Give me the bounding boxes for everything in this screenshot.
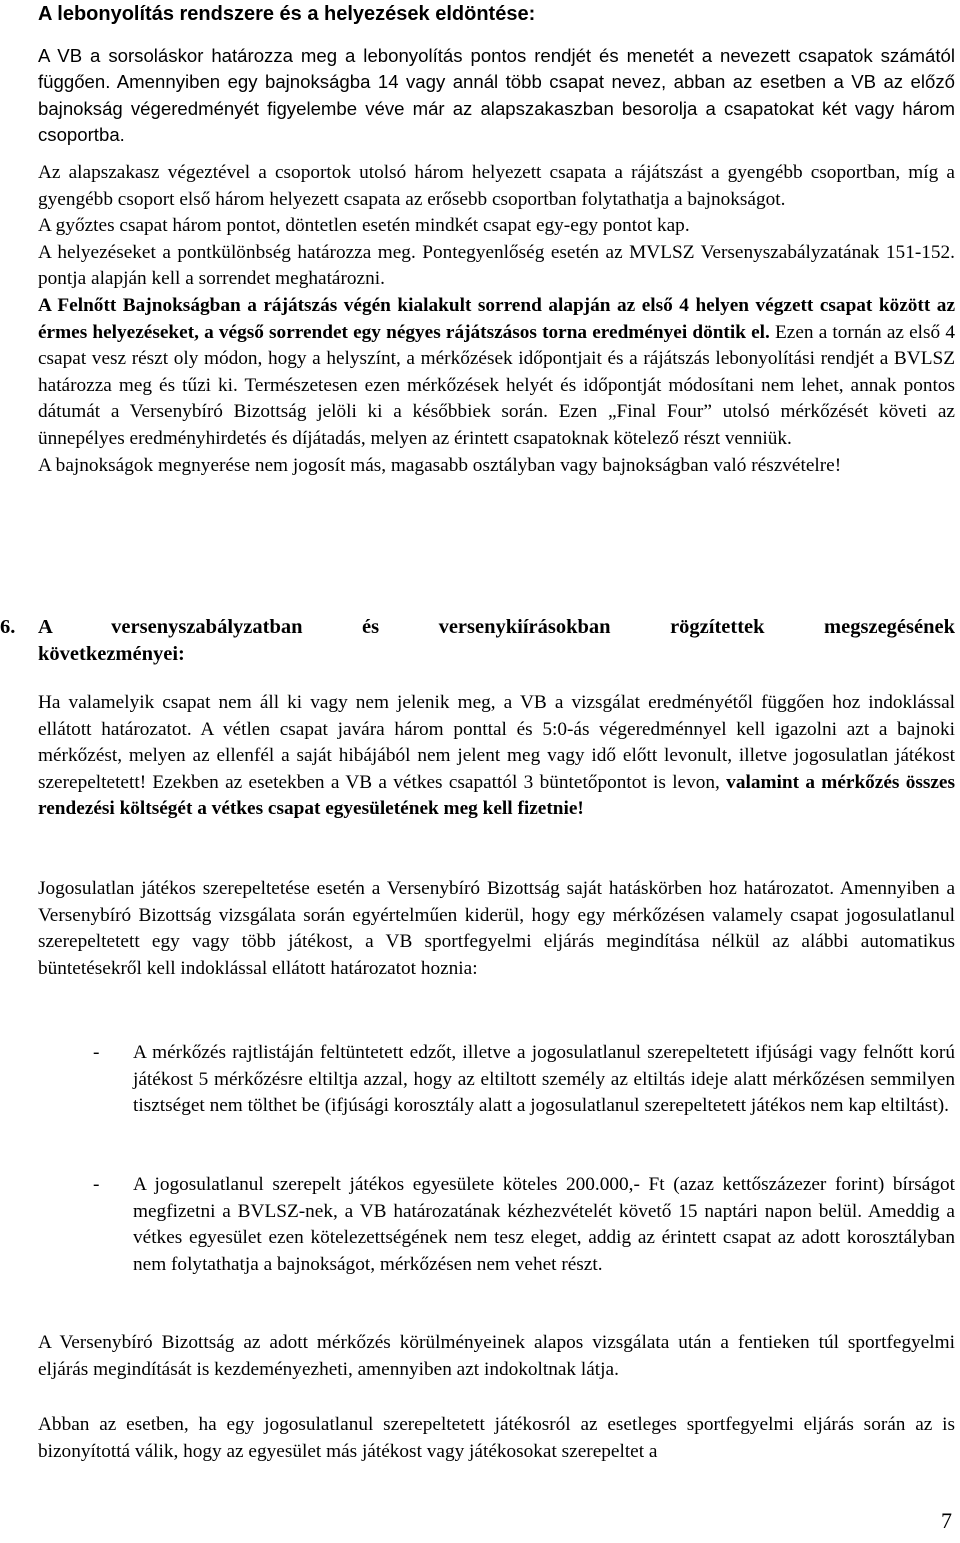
list-bullet: - xyxy=(93,1042,100,1063)
list-item-suspension: A mérkőzés rajtlistáján feltüntetett edzőt, illetve a jogosulatlanul szerepeltetett ifjúsági vagy felnőtt korú játékost 5 mérkőzésre eltiltja azzal, hogy az eltiltott személy az eltiltás ideje alatt mérkőzésen semmilyen tisztséget nem tölthet be (ifjúsági korosztály alatt a jogosulatlanul szerepeltetett játékos nem kap eltiltást). xyxy=(133,1042,955,1117)
list-item-fine: A jogosulatlanul szerepelt játékos egyesülete köteles 200.000,- Ft (azaz kettőszázezer forint) bírságot megfizetni a BVLSZ-nek, a VB határozatának kézhezvételét követő 15 naptári napon belül. Ameddig a vétkes egyesület ezen kötelezettségének nem tesz eleget, addig az érintett csapat az adott korosztályban nem folytathatja a bajnokságot, mérkőzésen nem vehet részt. xyxy=(133,1174,955,1275)
paragraph-no-show xyxy=(38,690,955,823)
no-show-plain-text: Ha valamelyik csapat nem áll ki vagy nem jelenik meg, a VB a vizsgálat eredményétől függően hoz indoklással ellátott határozatot. A vétlen csapat javára három ponttal és 5:0-ás végeredménnyel kell igazolni azt a bajnoki mérkőzést, melyen az ellenfél a saját hibájából nem jelent meg vagy idő előtt levonult, illetve jogosulatlan játékost szerepeltetett! Ezekben az esetekben a VB a vétkes csapattól 3 büntetőpontot is levon, xyxy=(38,692,955,793)
section-6-title-line2: következményei: xyxy=(38,643,185,665)
further-case-text: Abban az esetben, ha egy jogosulatlanul szerepeltetett játékosról az esetleges sportfegyelmi eljárás során az is bizonyítottá válik, hogy az egyesület más játékost vagy játékosokat szerepeltet a xyxy=(38,1414,955,1462)
no-show-text xyxy=(38,690,955,823)
disciplinary-text: A Versenybíró Bizottság az adott mérkőzés körülményeinek alapos vizsgálata után a fentieken túl sportfegyelmi eljárás megindítását is kezdeményezheti, amennyiben azt indokoltnak látja. xyxy=(38,1332,955,1380)
section-heading: A lebonyolítás rendszere és a helyezések eldöntése: xyxy=(38,3,536,25)
paragraph-ranking: A helyezéseket a pontkülönbség határozza meg. Pontegyenlőség esetén az MVLSZ Versenyszabályzatának 151-152. pontja alapján kell a sorrendet meghatározni. xyxy=(38,241,955,290)
paragraph-no-promotion: A bajnokságok megnyerése nem jogosít más, magasabb osztályban vagy bajnokságban való részvételre! xyxy=(38,454,842,476)
ineligible-player-text: Jogosulatlan játékos szerepeltetése esetén a Versenybíró Bizottság saját hatáskörben hoz határozatot. Amennyiben a Versenybíró Bizottság vizsgálata során egyértelműen kiderül, hogy egy mérkőzésen valamely csapat jogosulatlanul szerepeltetett egy vagy több játékost, a VB sportfegyelmi eljárás megindítása nélkül az alábbi automatikus büntetésekről kell indoklással ellátott határozatot hoznia: xyxy=(38,878,955,979)
rules-paragraphs xyxy=(38,160,955,479)
final-four-text: Ezen a tornán az első 4 csapat vesz részt oly módon, hogy a helyszínt, a mérkőzések időpontjait és a rájátszás lebonyolítási rendjét a BVLSZ határozza meg és tűzi ki. Természetesen ezen mérkőzések helyét és időpontját módosítani nem lehet, annak pontos dátumát a Versenybíró Bizottság jelöli ki a későbbiek során. Ezen „Final Four” utolsó mérkőzését követi az ünnepélyes eredményhirdetés és díjátadás, melyen az érintett csapatoknak kötelező részt venniük. xyxy=(38,321,955,449)
paragraph-playoff-groups: Az alapszakasz végeztével a csoportok utolsó három helyezett csapata a rájátszást a gyengébb csoportban, míg a gyengébb csoport első három helyezett csapata az erősebb csoportban folytathatja a bajnokságot. xyxy=(38,162,955,210)
paragraph-disciplinary xyxy=(38,1330,955,1383)
paragraph-points: A győztes csapat három pontot, döntetlen esetén mindkét csapat egy-egy pontot kap. xyxy=(38,215,690,237)
paragraph-ineligible-player xyxy=(38,876,955,982)
paragraph-final-four xyxy=(38,293,955,453)
final-four-bold-text: A Felnőtt Bajnokságban a rájátszás végén kialakult sorrend alapján az első 4 helyen végzett csapat között az érmes helyezéseket, a végső sorrendet egy négyes rájátszásos torna eredményei döntik el. xyxy=(38,294,955,343)
intro-text: A VB a sorsoláskor határozza meg a lebonyolítás pontos rendjét és menetét a nevezett csapatok számától függően. Amennyiben egy bajnokságba 14 vagy annál több csapat nevez, abban az esetben a VB az előző bajnokság végeredményét figyelembe véve már az alapszakaszban besorolja a csapatokat két vagy három csoportba. xyxy=(38,45,955,146)
paragraph-further-case xyxy=(38,1412,955,1465)
section-6-number: 6. xyxy=(0,616,16,638)
intro-paragraph xyxy=(38,43,955,149)
section-6-title-line1: A versenyszabályzatban és versenykiírásokban rögzítettek megszegésének xyxy=(38,616,955,638)
list-bullet: - xyxy=(93,1174,100,1195)
no-show-bold-text: valamint a mérkőzés összes rendezési költségét a vétkes csapat egyesületének meg kell fizetnie! xyxy=(38,771,955,820)
page-number: 7 xyxy=(941,1508,952,1533)
